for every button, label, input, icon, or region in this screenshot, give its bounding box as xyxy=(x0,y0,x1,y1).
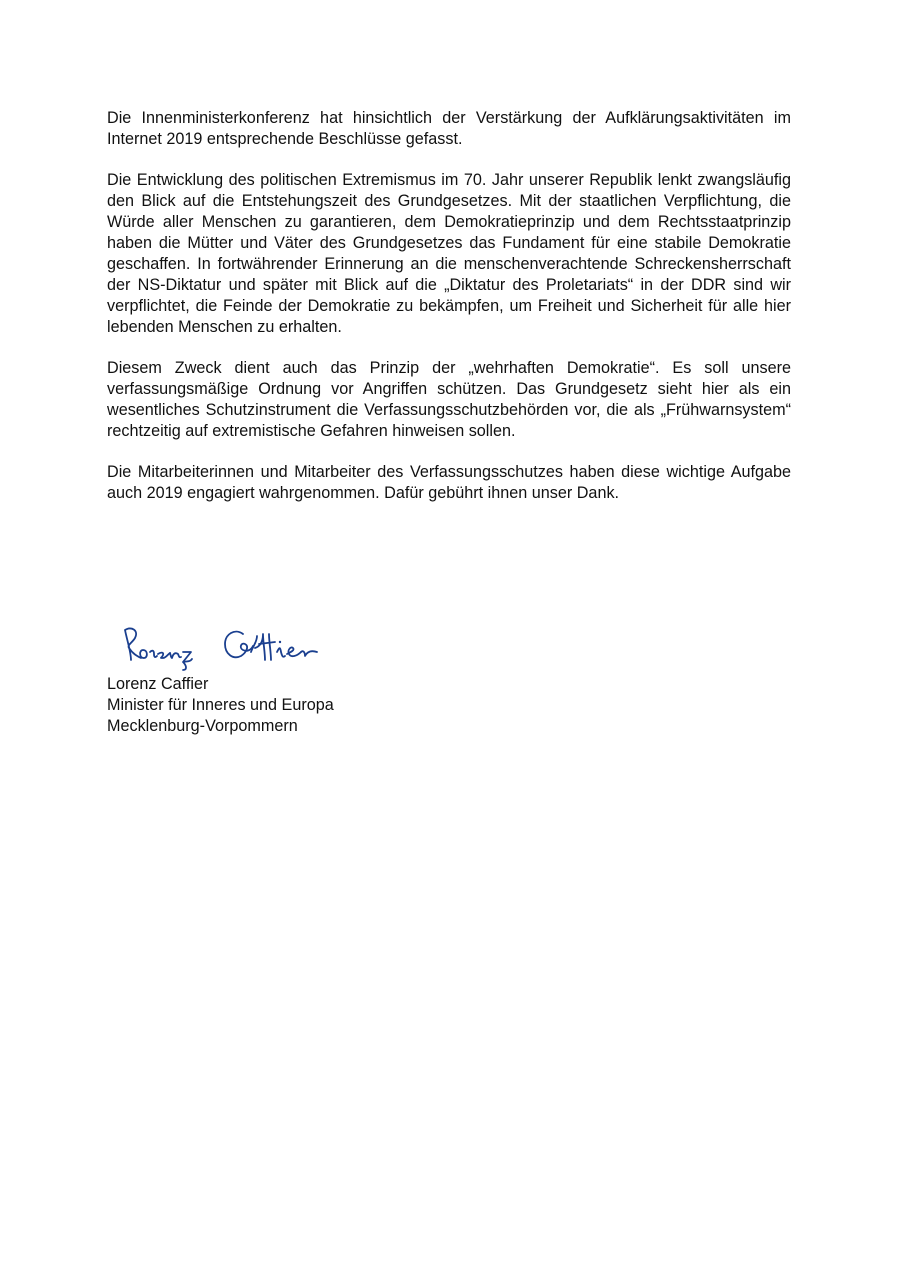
handwritten-signature xyxy=(117,612,347,674)
paragraph: Diesem Zweck dient auch das Prinzip der „wehrhaften Demokratie“. Es soll unsere verfassungsmäßige Ordnung vor Angriffen schützen. Das Grundgesetz sieht hier als ein wesentliches Schutzinstrument die Verfassungsschutzbehörden vor, die als „Frühwarnsystem“ rechtzeitig auf extremistische Gefahren hinweisen sollen. xyxy=(107,359,791,440)
signature-block xyxy=(107,612,507,737)
document-body xyxy=(107,108,791,524)
signatory-region: Mecklenburg-Vorpommern xyxy=(107,717,298,735)
paragraph: Die Innenministerkonferenz hat hinsichtlich der Verstärkung der Aufklärungsaktivitäten im Internet 2019 entsprechende Beschlüsse gefasst. xyxy=(107,109,791,148)
signatory-name: Lorenz Caffier xyxy=(107,675,209,693)
paragraph: Die Entwicklung des politischen Extremismus im 70. Jahr unserer Republik lenkt zwangsläufig den Blick auf die Entstehungszeit des Grundgesetzes. Mit der staatlichen Verpflichtung, die Würde aller Menschen zu garantieren, dem Demokratieprinzip und dem Rechtsstaatprinzip haben die Mütter und Väter des Grundgesetzes das Fundament für eine stabile Demokratie geschaffen. In fortwährender Erinnerung an die menschenverachtende Schreckensherrschaft der NS-Diktatur und später mit Blick auf die „Diktatur des Proletariats“ in der DDR sind wir verpflichtet, die Feinde der Demokratie zu bekämpfen, um Freiheit und Sicherheit für alle hier lebenden Menschen zu erhalten. xyxy=(107,171,791,336)
signatory-title: Minister für Inneres und Europa xyxy=(107,696,334,714)
paragraph: Die Mitarbeiterinnen und Mitarbeiter des Verfassungsschutzes haben diese wichtige Aufgabe auch 2019 engagiert wahrgenommen. Dafür gebührt ihnen unser Dank. xyxy=(107,463,791,502)
